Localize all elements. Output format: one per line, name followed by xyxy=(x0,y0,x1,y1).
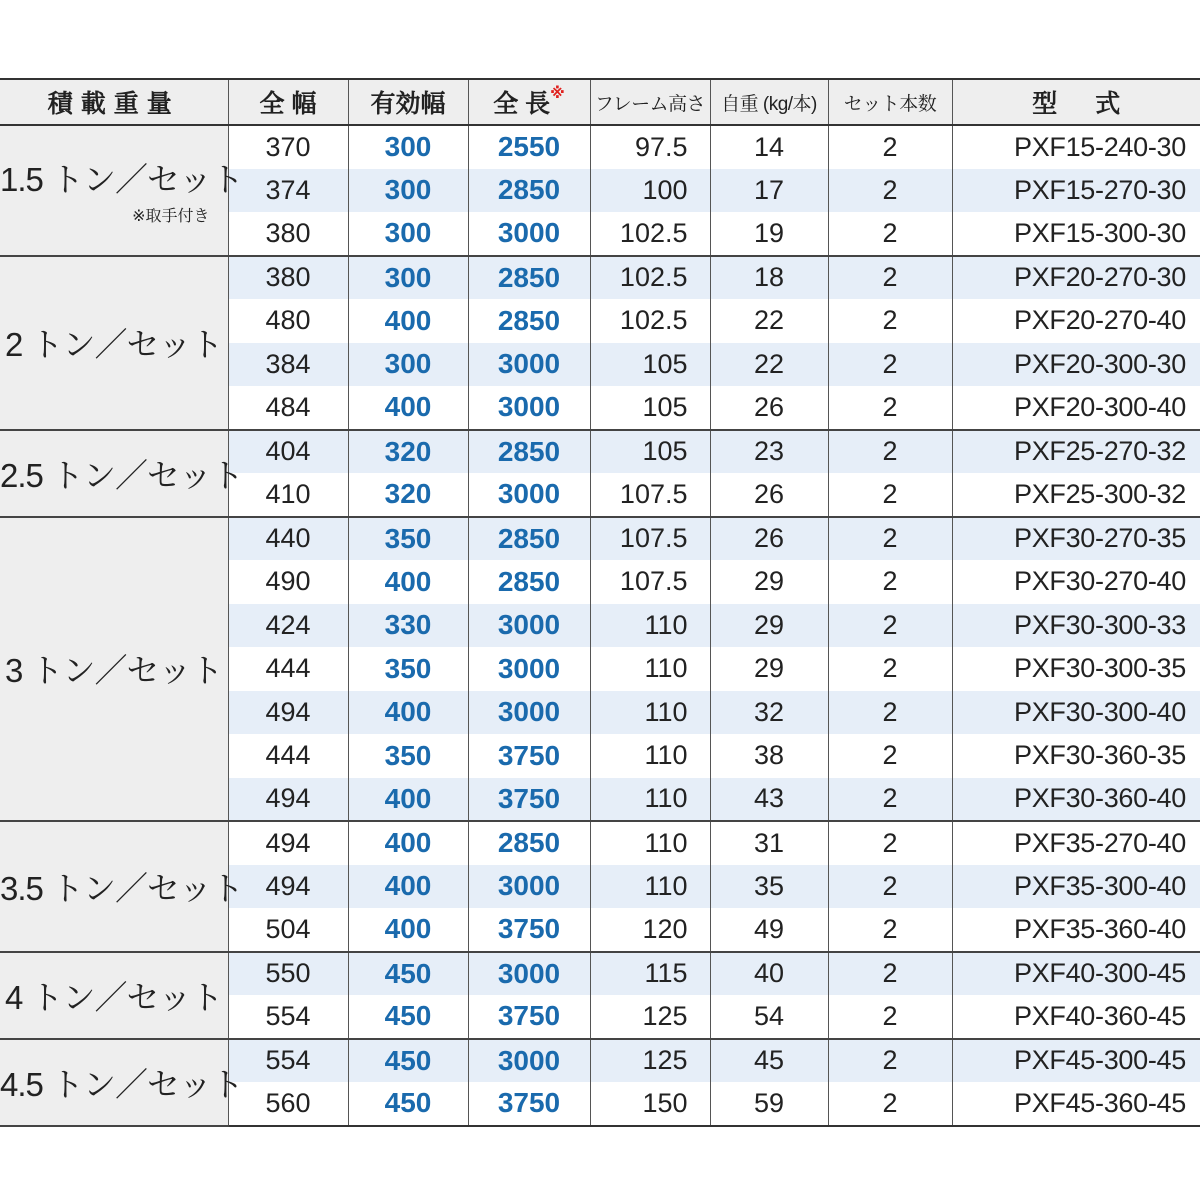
cell-frame-height: 107.5 xyxy=(590,560,710,604)
cell-frame-height: 110 xyxy=(590,734,710,778)
cell-model: PXF40-300-45 xyxy=(952,952,1200,996)
cell-width: 494 xyxy=(228,691,348,735)
cell-effective-width: 300 xyxy=(348,125,468,169)
table-row xyxy=(0,1039,1200,1083)
cell-weight: 17 xyxy=(710,169,828,213)
cell-effective-width: 450 xyxy=(348,1039,468,1083)
cell-sets: 2 xyxy=(828,734,952,778)
header-width: 全 幅 xyxy=(228,79,348,125)
cell-width: 410 xyxy=(228,473,348,517)
cell-model: PXF35-300-40 xyxy=(952,865,1200,909)
cell-model: PXF20-300-40 xyxy=(952,386,1200,430)
cell-sets: 2 xyxy=(828,169,952,213)
cell-frame-height: 97.5 xyxy=(590,125,710,169)
header-weight: 自重 (kg/本) xyxy=(710,79,828,125)
cell-width: 480 xyxy=(228,299,348,343)
load-capacity-cell xyxy=(0,125,244,256)
table-row xyxy=(0,256,1200,300)
cell-frame-height: 125 xyxy=(590,1039,710,1083)
cell-weight: 18 xyxy=(710,256,828,300)
cell-width: 444 xyxy=(228,734,348,778)
cell-model: PXF20-300-30 xyxy=(952,343,1200,387)
cell-weight: 19 xyxy=(710,212,828,256)
cell-model: PXF40-360-45 xyxy=(952,995,1200,1039)
cell-effective-width: 400 xyxy=(348,908,468,952)
cell-model: PXF35-270-40 xyxy=(952,821,1200,865)
cell-frame-height: 110 xyxy=(590,691,710,735)
load-capacity-cell xyxy=(0,952,228,1039)
load-capacity-label: 2.5 トン／セット xyxy=(0,456,244,494)
cell-model: PXF15-300-30 xyxy=(952,212,1200,256)
load-capacity-label: 3.5 トン／セット xyxy=(0,869,244,907)
table-row xyxy=(0,952,1200,996)
cell-width: 444 xyxy=(228,647,348,691)
header-model: 型式 xyxy=(952,79,1200,125)
cell-sets: 2 xyxy=(828,430,952,474)
cell-sets: 2 xyxy=(828,604,952,648)
cell-sets: 2 xyxy=(828,343,952,387)
cell-model: PXF30-300-40 xyxy=(952,691,1200,735)
cell-sets: 2 xyxy=(828,125,952,169)
cell-weight: 54 xyxy=(710,995,828,1039)
cell-frame-height: 105 xyxy=(590,430,710,474)
cell-weight: 29 xyxy=(710,604,828,648)
cell-model: PXF30-360-40 xyxy=(952,778,1200,822)
cell-sets: 2 xyxy=(828,386,952,430)
cell-frame-height: 107.5 xyxy=(590,517,710,561)
cell-frame-height: 110 xyxy=(590,647,710,691)
cell-length: 3000 xyxy=(468,647,590,691)
cell-effective-width: 450 xyxy=(348,952,468,996)
header-frame-height: フレーム高さ xyxy=(590,79,710,125)
cell-length: 3000 xyxy=(468,691,590,735)
cell-effective-width: 400 xyxy=(348,691,468,735)
cell-length: 3750 xyxy=(468,778,590,822)
cell-length: 2850 xyxy=(468,169,590,213)
cell-model: PXF15-240-30 xyxy=(952,125,1200,169)
cell-width: 554 xyxy=(228,995,348,1039)
table-body xyxy=(0,125,1200,1126)
cell-effective-width: 400 xyxy=(348,299,468,343)
cell-weight: 31 xyxy=(710,821,828,865)
cell-length: 2850 xyxy=(468,821,590,865)
cell-sets: 2 xyxy=(828,908,952,952)
cell-length: 2850 xyxy=(468,256,590,300)
cell-width: 384 xyxy=(228,343,348,387)
cell-width: 380 xyxy=(228,212,348,256)
cell-length: 3000 xyxy=(468,604,590,648)
cell-effective-width: 450 xyxy=(348,1082,468,1126)
cell-length: 2850 xyxy=(468,517,590,561)
cell-effective-width: 400 xyxy=(348,386,468,430)
cell-model: PXF25-300-32 xyxy=(952,473,1200,517)
cell-sets: 2 xyxy=(828,212,952,256)
cell-model: PXF30-360-35 xyxy=(952,734,1200,778)
cell-width: 504 xyxy=(228,908,348,952)
cell-weight: 26 xyxy=(710,517,828,561)
cell-model: PXF20-270-40 xyxy=(952,299,1200,343)
cell-model: PXF30-270-35 xyxy=(952,517,1200,561)
cell-effective-width: 320 xyxy=(348,430,468,474)
cell-width: 494 xyxy=(228,865,348,909)
cell-sets: 2 xyxy=(828,778,952,822)
handle-note: ※取手付き xyxy=(132,208,210,226)
header-sets: セット本数 xyxy=(828,79,952,125)
load-capacity-label: 4 トン／セット xyxy=(4,978,223,1016)
cell-sets: 2 xyxy=(828,647,952,691)
cell-weight: 43 xyxy=(710,778,828,822)
cell-length: 3000 xyxy=(468,343,590,387)
cell-weight: 45 xyxy=(710,1039,828,1083)
cell-frame-height: 102.5 xyxy=(590,256,710,300)
cell-frame-height: 110 xyxy=(590,604,710,648)
cell-weight: 23 xyxy=(710,430,828,474)
cell-effective-width: 400 xyxy=(348,865,468,909)
load-capacity-label: 4.5 トン／セット xyxy=(0,1065,244,1103)
cell-effective-width: 450 xyxy=(348,995,468,1039)
header-row xyxy=(0,79,1200,125)
cell-width: 494 xyxy=(228,821,348,865)
cell-sets: 2 xyxy=(828,299,952,343)
cell-effective-width: 300 xyxy=(348,212,468,256)
cell-length: 2850 xyxy=(468,560,590,604)
cell-width: 494 xyxy=(228,778,348,822)
cell-model: PXF30-270-40 xyxy=(952,560,1200,604)
cell-sets: 2 xyxy=(828,865,952,909)
load-capacity-cell xyxy=(0,821,244,952)
cell-weight: 26 xyxy=(710,386,828,430)
cell-length: 3000 xyxy=(468,386,590,430)
cell-weight: 40 xyxy=(710,952,828,996)
cell-effective-width: 300 xyxy=(348,256,468,300)
load-capacity-label: 1.5 トン／セット xyxy=(0,161,244,199)
cell-width: 424 xyxy=(228,604,348,648)
cell-frame-height: 107.5 xyxy=(590,473,710,517)
load-capacity-cell xyxy=(0,430,244,517)
cell-length: 2850 xyxy=(468,299,590,343)
cell-model: PXF20-270-30 xyxy=(952,256,1200,300)
cell-weight: 26 xyxy=(710,473,828,517)
cell-sets: 2 xyxy=(828,1039,952,1083)
cell-length: 3000 xyxy=(468,473,590,517)
cell-effective-width: 350 xyxy=(348,647,468,691)
table-row xyxy=(0,430,1200,474)
table-row xyxy=(0,821,1200,865)
cell-frame-height: 102.5 xyxy=(590,299,710,343)
cell-effective-width: 350 xyxy=(348,517,468,561)
cell-length: 3750 xyxy=(468,908,590,952)
cell-frame-height: 102.5 xyxy=(590,212,710,256)
cell-length: 3000 xyxy=(468,952,590,996)
cell-effective-width: 330 xyxy=(348,604,468,648)
cell-frame-height: 125 xyxy=(590,995,710,1039)
load-capacity-label: 2 トン／セット xyxy=(4,326,223,363)
cell-width: 560 xyxy=(228,1082,348,1126)
cell-frame-height: 120 xyxy=(590,908,710,952)
cell-model: PXF30-300-33 xyxy=(952,604,1200,648)
cell-length: 3750 xyxy=(468,1082,590,1126)
cell-length: 3750 xyxy=(468,734,590,778)
header-length-label: 全 長 xyxy=(493,90,551,118)
cell-weight: 49 xyxy=(710,908,828,952)
header-effective-width: 有効幅 xyxy=(348,79,468,125)
load-capacity-cell xyxy=(0,256,228,430)
cell-frame-height: 110 xyxy=(590,778,710,822)
cell-sets: 2 xyxy=(828,517,952,561)
header-load: 積載重量 xyxy=(0,79,228,125)
cell-width: 554 xyxy=(228,1039,348,1083)
cell-frame-height: 105 xyxy=(590,343,710,387)
table-row xyxy=(0,125,1200,169)
load-capacity-label: 3 トン／セット xyxy=(4,652,223,690)
header-length xyxy=(468,79,590,125)
cell-model: PXF45-360-45 xyxy=(952,1082,1200,1126)
cell-model: PXF25-270-32 xyxy=(952,430,1200,474)
table-row xyxy=(0,517,1200,561)
cell-width: 440 xyxy=(228,517,348,561)
cell-weight: 32 xyxy=(710,691,828,735)
cell-width: 550 xyxy=(228,952,348,996)
cell-width: 490 xyxy=(228,560,348,604)
cell-width: 374 xyxy=(228,169,348,213)
cell-model: PXF35-360-40 xyxy=(952,908,1200,952)
cell-effective-width: 320 xyxy=(348,473,468,517)
cell-sets: 2 xyxy=(828,1082,952,1126)
cell-width: 380 xyxy=(228,256,348,300)
cell-width: 404 xyxy=(228,430,348,474)
cell-sets: 2 xyxy=(828,691,952,735)
cell-effective-width: 400 xyxy=(348,821,468,865)
cell-model: PXF15-270-30 xyxy=(952,169,1200,213)
cell-length: 3000 xyxy=(468,1039,590,1083)
cell-weight: 59 xyxy=(710,1082,828,1126)
cell-effective-width: 300 xyxy=(348,169,468,213)
cell-frame-height: 115 xyxy=(590,952,710,996)
cell-length: 3750 xyxy=(468,995,590,1039)
cell-weight: 29 xyxy=(710,647,828,691)
cell-weight: 14 xyxy=(710,125,828,169)
cell-weight: 38 xyxy=(710,734,828,778)
cell-width: 484 xyxy=(228,386,348,430)
cell-sets: 2 xyxy=(828,821,952,865)
cell-sets: 2 xyxy=(828,952,952,996)
load-capacity-cell xyxy=(0,517,228,822)
cell-weight: 22 xyxy=(710,299,828,343)
cell-sets: 2 xyxy=(828,256,952,300)
cell-frame-height: 150 xyxy=(590,1082,710,1126)
load-capacity-cell xyxy=(0,1039,244,1126)
cell-frame-height: 110 xyxy=(590,821,710,865)
cell-model: PXF30-300-35 xyxy=(952,647,1200,691)
cell-weight: 35 xyxy=(710,865,828,909)
cell-effective-width: 350 xyxy=(348,734,468,778)
cell-length: 2550 xyxy=(468,125,590,169)
header-length-mark: ※ xyxy=(550,85,565,102)
cell-weight: 29 xyxy=(710,560,828,604)
cell-length: 2850 xyxy=(468,430,590,474)
cell-effective-width: 300 xyxy=(348,343,468,387)
table-header xyxy=(0,79,1200,125)
cell-effective-width: 400 xyxy=(348,560,468,604)
cell-effective-width: 400 xyxy=(348,778,468,822)
cell-frame-height: 105 xyxy=(590,386,710,430)
cell-model: PXF45-300-45 xyxy=(952,1039,1200,1083)
cell-length: 3000 xyxy=(468,212,590,256)
cell-sets: 2 xyxy=(828,473,952,517)
cell-sets: 2 xyxy=(828,995,952,1039)
cell-sets: 2 xyxy=(828,560,952,604)
cell-length: 3000 xyxy=(468,865,590,909)
cell-frame-height: 100 xyxy=(590,169,710,213)
cell-frame-height: 110 xyxy=(590,865,710,909)
cell-width: 370 xyxy=(228,125,348,169)
spec-table xyxy=(0,78,1200,1127)
cell-weight: 22 xyxy=(710,343,828,387)
